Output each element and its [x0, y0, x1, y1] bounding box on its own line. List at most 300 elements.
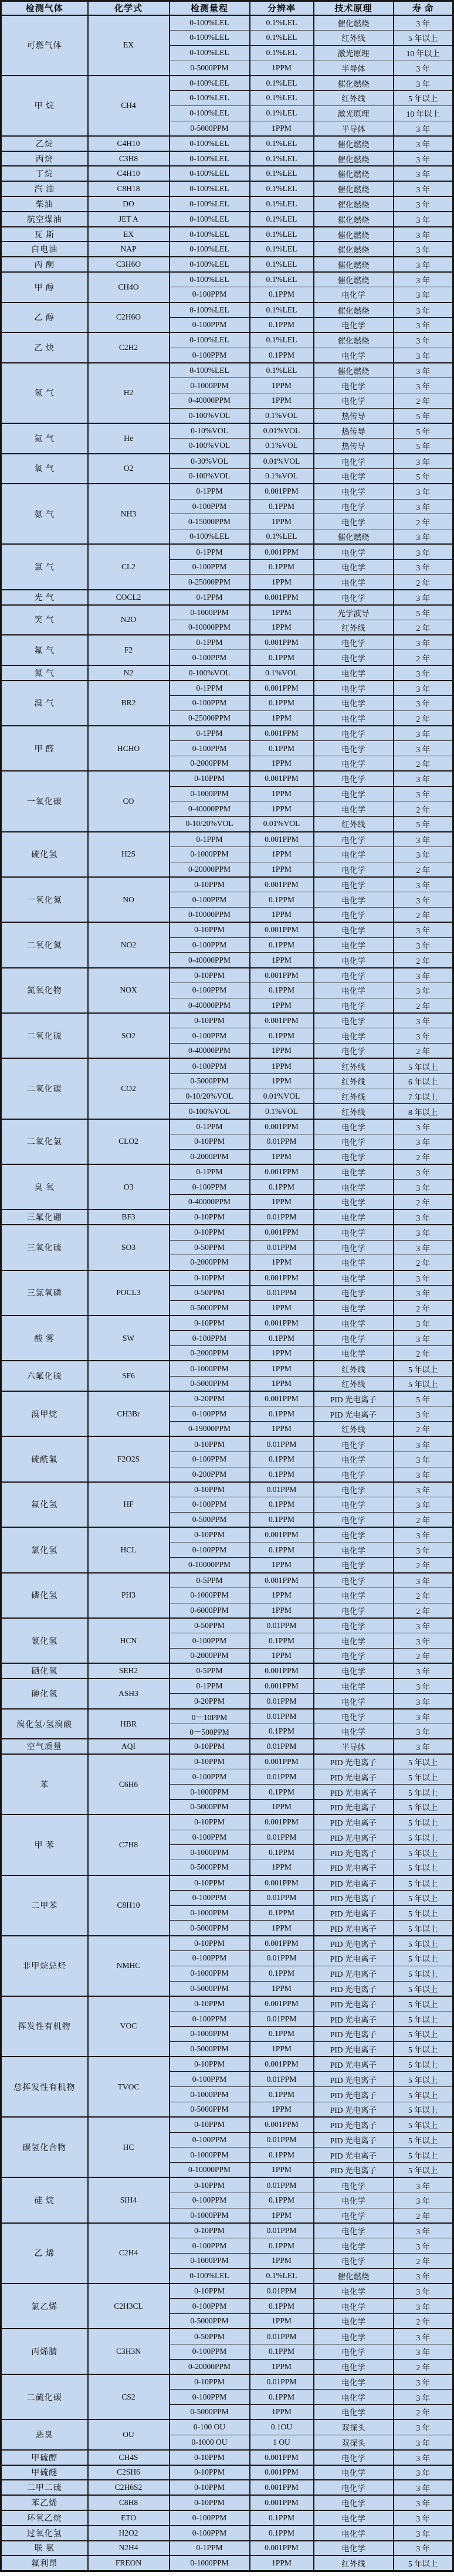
lifespan-cell: 3 年 — [394, 695, 453, 711]
lifespan-cell: 10 年以上 — [394, 106, 453, 121]
range-cell: 0-100 OU — [170, 2419, 250, 2435]
gas-name-cell: 笑 气 — [1, 605, 88, 635]
resolution-cell: 1PPM — [250, 1195, 314, 1210]
range-cell: 0-10PPM — [170, 2450, 250, 2465]
range-cell: 0-10PPM — [170, 1270, 250, 1286]
lifespan-cell: 2 年 — [394, 1300, 453, 1316]
lifespan-cell: 3 年 — [394, 1527, 453, 1542]
gas-name-cell: 氮 气 — [1, 665, 88, 681]
formula-cell: H2 — [88, 363, 170, 423]
lifespan-cell: 3 年 — [394, 1180, 453, 1195]
table-row — [1, 242, 453, 257]
lifespan-cell: 2 年 — [394, 650, 453, 665]
resolution-cell: 1PPM — [250, 1073, 314, 1089]
resolution-cell: 1PPM — [250, 2404, 314, 2419]
lifespan-cell: 3 年 — [394, 1678, 453, 1694]
lifespan-cell: 3 年 — [394, 317, 453, 332]
lifespan-cell: 3 年 — [394, 181, 453, 196]
principle-cell: PID 光电离子 — [314, 1391, 394, 1406]
principle-cell: 激光原理 — [314, 106, 394, 121]
formula-cell: C2H3CL — [88, 2283, 170, 2329]
lifespan-cell: 5 年以上 — [394, 30, 453, 45]
range-cell: 0-1000PPM — [170, 2555, 250, 2571]
resolution-cell: 0.1PPM — [250, 2193, 314, 2208]
formula-cell: BR2 — [88, 681, 170, 726]
principle-cell: 电化学 — [314, 681, 394, 696]
resolution-cell: 1PPM — [250, 1422, 314, 1437]
lifespan-cell: 3 年 — [394, 2510, 453, 2526]
principle-cell: 电化学 — [314, 1255, 394, 1270]
resolution-cell: 0.01PPM — [250, 1830, 314, 1845]
principle-cell: 催化燃烧 — [314, 166, 394, 181]
resolution-cell: 0.001PPM — [250, 635, 314, 650]
principle-cell: 电化学 — [314, 1346, 394, 1361]
lifespan-cell: 3 年 — [394, 1225, 453, 1240]
lifespan-cell: 5 年以上 — [394, 1905, 453, 1921]
resolution-cell: 0.001PPM — [250, 1754, 314, 1769]
range-cell: 0-6000PPM — [170, 1603, 250, 1618]
principle-cell: 电化学 — [314, 726, 394, 741]
gas-name-cell: 环氧乙烷 — [1, 2510, 88, 2526]
range-cell: 0-10PPM — [170, 1436, 250, 1452]
resolution-cell: 0.001PPM — [250, 2465, 314, 2480]
principle-cell: PID 光电离子 — [314, 1875, 394, 1891]
gas-name-cell: 可燃气体 — [1, 15, 88, 76]
formula-cell: JET A — [88, 212, 170, 227]
table-row — [1, 1270, 453, 1286]
resolution-cell: 0.001PPM — [250, 1527, 314, 1542]
resolution-cell: 0.1%LEL — [250, 196, 314, 212]
gas-name-cell: 甲硫醇 — [1, 2450, 88, 2465]
resolution-cell: 0.001PPM — [250, 922, 314, 937]
resolution-cell: 0.1%VOL — [250, 1104, 314, 1119]
principle-cell: 电化学 — [314, 287, 394, 303]
gas-name-cell: 汽 油 — [1, 181, 88, 196]
resolution-cell: 1PPM — [250, 1149, 314, 1164]
principle-cell: 电化学 — [314, 1285, 394, 1300]
lifespan-cell: 3 年 — [394, 272, 453, 287]
principle-cell: 催化燃烧 — [314, 2268, 394, 2283]
range-cell: 0-100%VOL — [170, 439, 250, 454]
principle-cell: 电化学 — [314, 2526, 394, 2541]
range-cell: 0-10PPM — [170, 2177, 250, 2193]
resolution-cell: 0.1PPM — [250, 348, 314, 363]
resolution-cell: 0.01PPM — [250, 1482, 314, 1497]
principle-cell: 电化学 — [314, 1270, 394, 1286]
gas-name-cell: 碳氢化合物 — [1, 2117, 88, 2177]
lifespan-cell: 3 年 — [394, 2223, 453, 2238]
lifespan-cell: 5 年以上 — [394, 1951, 453, 1966]
principle-cell: 电化学 — [314, 635, 394, 650]
formula-cell: HCL — [88, 1527, 170, 1572]
lifespan-cell: 2 年 — [394, 1346, 453, 1361]
gas-name-cell: 二氧化氮 — [1, 922, 88, 967]
formula-cell: CH4O — [88, 272, 170, 303]
range-cell: 0-1PPM — [170, 590, 250, 605]
range-cell: 0-10PPM — [170, 1134, 250, 1149]
table-row — [1, 1663, 453, 1678]
resolution-cell: 0.001PPM — [250, 968, 314, 983]
resolution-cell: 0.001PPM — [250, 544, 314, 559]
lifespan-cell: 5 年以上 — [394, 1890, 453, 1905]
table-row — [1, 544, 453, 559]
gas-name-cell: 苯乙烯 — [1, 2495, 88, 2510]
formula-cell: NAP — [88, 242, 170, 257]
principle-cell: 电化学 — [314, 1209, 394, 1225]
range-cell: 0-1000PPM — [170, 1966, 250, 1981]
formula-cell: NH3 — [88, 484, 170, 544]
principle-cell: 电化学 — [314, 1558, 394, 1573]
principle-cell: 电化学 — [314, 1180, 394, 1195]
principle-cell: 电化学 — [314, 1663, 394, 1678]
range-cell: 0-10000PPM — [170, 908, 250, 923]
resolution-cell: 0.001PPM — [250, 1996, 314, 2011]
resolution-cell: 1PPM — [250, 2208, 314, 2223]
lifespan-cell: 3 年 — [394, 151, 453, 166]
resolution-cell: 0.1%LEL — [250, 90, 314, 106]
principle-cell: 红外线 — [314, 817, 394, 832]
resolution-cell: 0.001PPM — [250, 771, 314, 786]
table-row — [1, 212, 453, 227]
principle-cell: 红外线 — [314, 1376, 394, 1391]
range-cell: 0-1000 OU — [170, 2435, 250, 2450]
resolution-cell: 0.01PPM — [250, 1739, 314, 1754]
resolution-cell: 0.001PPM — [250, 1663, 314, 1678]
resolution-cell: 1PPM — [250, 514, 314, 529]
gas-name-cell: 二甲二硫 — [1, 2480, 88, 2495]
table-row — [1, 2541, 453, 2556]
principle-cell: PID 光电离子 — [314, 2041, 394, 2057]
principle-cell: PID 光电离子 — [314, 1951, 394, 1966]
resolution-cell: 1PPM — [250, 1300, 314, 1316]
principle-cell: 电化学 — [314, 484, 394, 499]
range-cell: 0-100PPM — [170, 1028, 250, 1044]
principle-cell: 电化学 — [314, 1649, 394, 1664]
range-cell: 0-100%LEL — [170, 181, 250, 196]
range-cell: 0-1000PPM — [170, 2208, 250, 2223]
gas-name-cell: 氯 气 — [1, 544, 88, 589]
lifespan-cell: 3 年 — [394, 1013, 453, 1028]
range-cell: 0-100PPM — [170, 1058, 250, 1073]
resolution-cell: 0.1%LEL — [250, 332, 314, 348]
principle-cell: PID 光电离子 — [314, 2011, 394, 2027]
range-cell: 0-1000PPM — [170, 2026, 250, 2041]
resolution-cell: 0.001PPM — [250, 832, 314, 847]
range-cell: 0-25000PPM — [170, 575, 250, 590]
range-cell: 0-40000PPM — [170, 801, 250, 817]
principle-cell: 热传导 — [314, 423, 394, 439]
principle-cell: 电化学 — [314, 1134, 394, 1149]
principle-cell: 电化学 — [314, 468, 394, 484]
principle-cell: 电化学 — [314, 499, 394, 514]
table-row — [1, 1164, 453, 1180]
lifespan-cell: 5 年以上 — [394, 1800, 453, 1815]
principle-cell: PID 光电离子 — [314, 1996, 394, 2011]
principle-cell: PID 光电离子 — [314, 2102, 394, 2117]
lifespan-cell: 3 年 — [394, 2450, 453, 2465]
resolution-cell: 0.1PPM — [250, 317, 314, 332]
range-cell: 0-5000PPM — [170, 2102, 250, 2117]
principle-cell: 催化燃烧 — [314, 242, 394, 257]
gas-name-cell: 总挥发性有机物 — [1, 2057, 88, 2117]
lifespan-cell: 3 年 — [394, 1694, 453, 1709]
range-cell: 0-2000PPM — [170, 1149, 250, 1164]
column-header-formula: 化学式 — [88, 1, 170, 15]
range-cell: 0-100%LEL — [170, 15, 250, 30]
lifespan-cell: 3 年 — [394, 1406, 453, 1422]
formula-cell: O3 — [88, 1164, 170, 1209]
lifespan-cell: 5 年以上 — [394, 1921, 453, 1936]
principle-cell: 电化学 — [314, 983, 394, 998]
range-cell: 0-2000PPM — [170, 756, 250, 772]
resolution-cell: 0.01%VOL — [250, 1089, 314, 1104]
principle-cell: PID 光电离子 — [314, 1860, 394, 1875]
lifespan-cell: 5 年 — [394, 439, 453, 454]
gas-name-cell: 甲 烷 — [1, 76, 88, 136]
lifespan-cell: 3 年 — [394, 1573, 453, 1588]
principle-cell: PID 光电离子 — [314, 1905, 394, 1921]
range-cell: 0-10PPM — [170, 1225, 250, 1240]
lifespan-cell: 3 年 — [394, 590, 453, 605]
principle-cell: 电化学 — [314, 1678, 394, 1694]
formula-cell: CH4S — [88, 2450, 170, 2465]
table-row — [1, 665, 453, 681]
lifespan-cell: 3 年 — [394, 484, 453, 499]
resolution-cell: 0.01PPM — [250, 2177, 314, 2193]
principle-cell: 电化学 — [314, 2450, 394, 2465]
range-cell: 0-40000PPM — [170, 953, 250, 968]
lifespan-cell: 3 年 — [394, 1209, 453, 1225]
resolution-cell: 1PPM — [250, 1588, 314, 1603]
range-cell: 0-100%LEL — [170, 2268, 250, 2283]
principle-cell: 电化学 — [314, 317, 394, 332]
lifespan-cell: 3 年 — [394, 1618, 453, 1633]
table-row — [1, 1936, 453, 1951]
principle-cell: 电化学 — [314, 2193, 394, 2208]
range-cell: 0-30%VOL — [170, 454, 250, 469]
table-row — [1, 2555, 453, 2571]
lifespan-cell: 3 年 — [394, 1633, 453, 1649]
lifespan-cell: 3 年 — [394, 348, 453, 363]
principle-cell: PID 光电离子 — [314, 1769, 394, 1785]
range-cell: 0-100%LEL — [170, 332, 250, 348]
lifespan-cell: 3 年 — [394, 1240, 453, 1255]
principle-cell: 电化学 — [314, 2208, 394, 2223]
principle-cell: 电化学 — [314, 908, 394, 923]
formula-cell: SO2 — [88, 1013, 170, 1058]
resolution-cell: 0.01%VOL — [250, 817, 314, 832]
table-row — [1, 968, 453, 983]
formula-cell: O2 — [88, 454, 170, 484]
resolution-cell: 0.01PPM — [250, 2011, 314, 2027]
principle-cell: 催化燃烧 — [314, 529, 394, 545]
lifespan-cell: 3 年 — [394, 1270, 453, 1286]
resolution-cell: 0.1%LEL — [250, 166, 314, 181]
gas-name-cell: 二氧化硫 — [1, 1013, 88, 1058]
formula-cell: AQI — [88, 1739, 170, 1754]
lifespan-cell: 2 年 — [394, 1603, 453, 1618]
principle-cell: 半导体 — [314, 1739, 394, 1754]
gas-name-cell: 三氯氧磷 — [1, 1270, 88, 1316]
principle-cell: 电化学 — [314, 998, 394, 1013]
lifespan-cell: 3 年 — [394, 2374, 453, 2390]
range-cell: 0-10/20%VOL — [170, 817, 250, 832]
range-cell: 0-100PPM — [170, 2193, 250, 2208]
lifespan-cell: 3 年 — [394, 196, 453, 212]
table-row — [1, 2177, 453, 2193]
resolution-cell: 1PPM — [250, 605, 314, 620]
principle-cell: 电化学 — [314, 2329, 394, 2344]
formula-cell: CO2 — [88, 1058, 170, 1119]
resolution-cell: 0.1%LEL — [250, 30, 314, 45]
table-row — [1, 590, 453, 605]
lifespan-cell: 5 年以上 — [394, 1936, 453, 1951]
principle-cell: 催化燃烧 — [314, 212, 394, 227]
lifespan-cell: 2 年 — [394, 1512, 453, 1527]
table-row — [1, 1209, 453, 1225]
resolution-cell: 0.1%LEL — [250, 15, 314, 30]
range-cell: 0-2000PPM — [170, 1346, 250, 1361]
range-cell: 0-10PPM — [170, 2283, 250, 2299]
table-row — [1, 2495, 453, 2510]
principle-cell: 催化燃烧 — [314, 15, 394, 30]
lifespan-cell: 3 年 — [394, 2268, 453, 2283]
resolution-cell: 0.001PPM — [250, 2480, 314, 2495]
range-cell: 0-20000PPM — [170, 2359, 250, 2374]
principle-cell: 电化学 — [314, 454, 394, 469]
range-cell: 0-100%LEL — [170, 227, 250, 242]
table-row — [1, 635, 453, 650]
lifespan-cell: 5 年以上 — [394, 2057, 453, 2072]
principle-cell: 电化学 — [314, 953, 394, 968]
principle-cell: 电化学 — [314, 1195, 394, 1210]
range-cell: 0-1PPM — [170, 681, 250, 696]
formula-cell: C3H6O — [88, 257, 170, 272]
range-cell: 0-5000PPM — [170, 1300, 250, 1316]
lifespan-cell: 3 年 — [394, 227, 453, 242]
range-cell: 0-5PPM — [170, 1573, 250, 1588]
resolution-cell: 0.001PPM — [250, 2117, 314, 2132]
table-row — [1, 1814, 453, 1830]
lifespan-cell: 2 年 — [394, 1044, 453, 1059]
range-cell: 0-5000PPM — [170, 60, 250, 76]
gas-name-cell: 酸 雾 — [1, 1316, 88, 1361]
range-cell: 0-10PPM — [170, 2223, 250, 2238]
table-row — [1, 257, 453, 272]
principle-cell: 热传导 — [314, 408, 394, 423]
lifespan-cell: 2 年 — [394, 620, 453, 635]
principle-cell: 电化学 — [314, 695, 394, 711]
principle-cell: 电化学 — [314, 1013, 394, 1028]
range-cell: 0-1PPM — [170, 832, 250, 847]
lifespan-cell: 3 年 — [394, 303, 453, 318]
gas-name-cell: 溴化氢/氢溴酸 — [1, 1709, 88, 1739]
principle-cell: 电化学 — [314, 2344, 394, 2359]
resolution-cell: 0.1PPM — [250, 2147, 314, 2163]
resolution-cell: 0.1PPM — [250, 741, 314, 756]
gas-name-cell: 丙烯腈 — [1, 2329, 88, 2374]
formula-cell: SO3 — [88, 1225, 170, 1270]
range-cell: 0-100%VOL — [170, 408, 250, 423]
lifespan-cell: 3 年 — [394, 726, 453, 741]
lifespan-cell: 2 年 — [394, 998, 453, 1013]
principle-cell: 电化学 — [314, 1633, 394, 1649]
lifespan-cell: 2 年 — [394, 711, 453, 726]
resolution-cell: 1PPM — [250, 1346, 314, 1361]
range-cell: 0-10000PPM — [170, 2163, 250, 2178]
resolution-cell: 0.1PPM — [250, 937, 314, 953]
resolution-cell: 1PPM — [250, 1044, 314, 1059]
table-row — [1, 136, 453, 151]
range-cell: 0-10PPM — [170, 1482, 250, 1497]
resolution-cell: 1PPM — [250, 1981, 314, 1996]
gas-name-cell: 氟 气 — [1, 635, 88, 665]
resolution-cell: 0.01PPM — [250, 1694, 314, 1709]
resolution-cell: 0.01PPM — [250, 2329, 314, 2344]
lifespan-cell: 6 年以上 — [394, 1073, 453, 1089]
formula-cell: C2H4 — [88, 2223, 170, 2283]
principle-cell: 双探头 — [314, 2419, 394, 2435]
principle-cell: 红外线 — [314, 90, 394, 106]
lifespan-cell: 3 年 — [394, 212, 453, 227]
principle-cell: 电化学 — [314, 2283, 394, 2299]
gas-name-cell: 氨 气 — [1, 484, 88, 544]
gas-name-cell: 苯 — [1, 1754, 88, 1814]
lifespan-cell: 3 年 — [394, 681, 453, 696]
formula-cell: EX — [88, 227, 170, 242]
range-cell: 0-100PPM — [170, 1890, 250, 1905]
range-cell: 0-100PPM — [170, 1830, 250, 1845]
resolution-cell: 0.01%VOL — [250, 423, 314, 439]
range-cell: 0-5000PPM — [170, 1073, 250, 1089]
resolution-cell: 1PPM — [250, 575, 314, 590]
resolution-cell: 0.001PPM — [250, 2495, 314, 2510]
table-row — [1, 2419, 453, 2435]
range-cell: 0-10PPM — [170, 1875, 250, 1891]
range-cell: 0-100%LEL — [170, 30, 250, 45]
range-cell: 0-100PPM — [170, 2238, 250, 2254]
formula-cell: C4H10 — [88, 136, 170, 151]
formula-cell: BF3 — [88, 1209, 170, 1225]
resolution-cell: 0.1PPM — [250, 1512, 314, 1527]
principle-cell: 电化学 — [314, 1709, 394, 1724]
lifespan-cell: 2 年 — [394, 393, 453, 408]
table-row — [1, 1058, 453, 1073]
range-cell: 0-1000PPM — [170, 1785, 250, 1800]
gas-name-cell: 三氧化硫 — [1, 1225, 88, 1270]
principle-cell: 电化学 — [314, 1527, 394, 1542]
resolution-cell: 0.1PPM — [250, 499, 314, 514]
resolution-cell: 0.1PPM — [250, 2026, 314, 2041]
lifespan-cell: 5 年以上 — [394, 2163, 453, 2178]
formula-cell: C8H10 — [88, 1875, 170, 1936]
table-row — [1, 877, 453, 892]
table-row — [1, 15, 453, 30]
range-cell: 0-10000PPM — [170, 1558, 250, 1573]
table-row — [1, 1482, 453, 1497]
resolution-cell: 0.1PPM — [250, 1905, 314, 1921]
principle-cell: 催化燃烧 — [314, 181, 394, 196]
formula-cell: HBR — [88, 1709, 170, 1739]
table-row — [1, 303, 453, 318]
formula-cell: NO — [88, 877, 170, 922]
lifespan-cell: 5 年以上 — [394, 1875, 453, 1891]
lifespan-cell: 5 年以上 — [394, 1058, 453, 1073]
resolution-cell: 0.1PPM — [250, 1633, 314, 1649]
formula-cell: ASH3 — [88, 1678, 170, 1709]
gas-name-cell: 硫化氢 — [1, 832, 88, 877]
principle-cell: 电化学 — [314, 1497, 394, 1513]
